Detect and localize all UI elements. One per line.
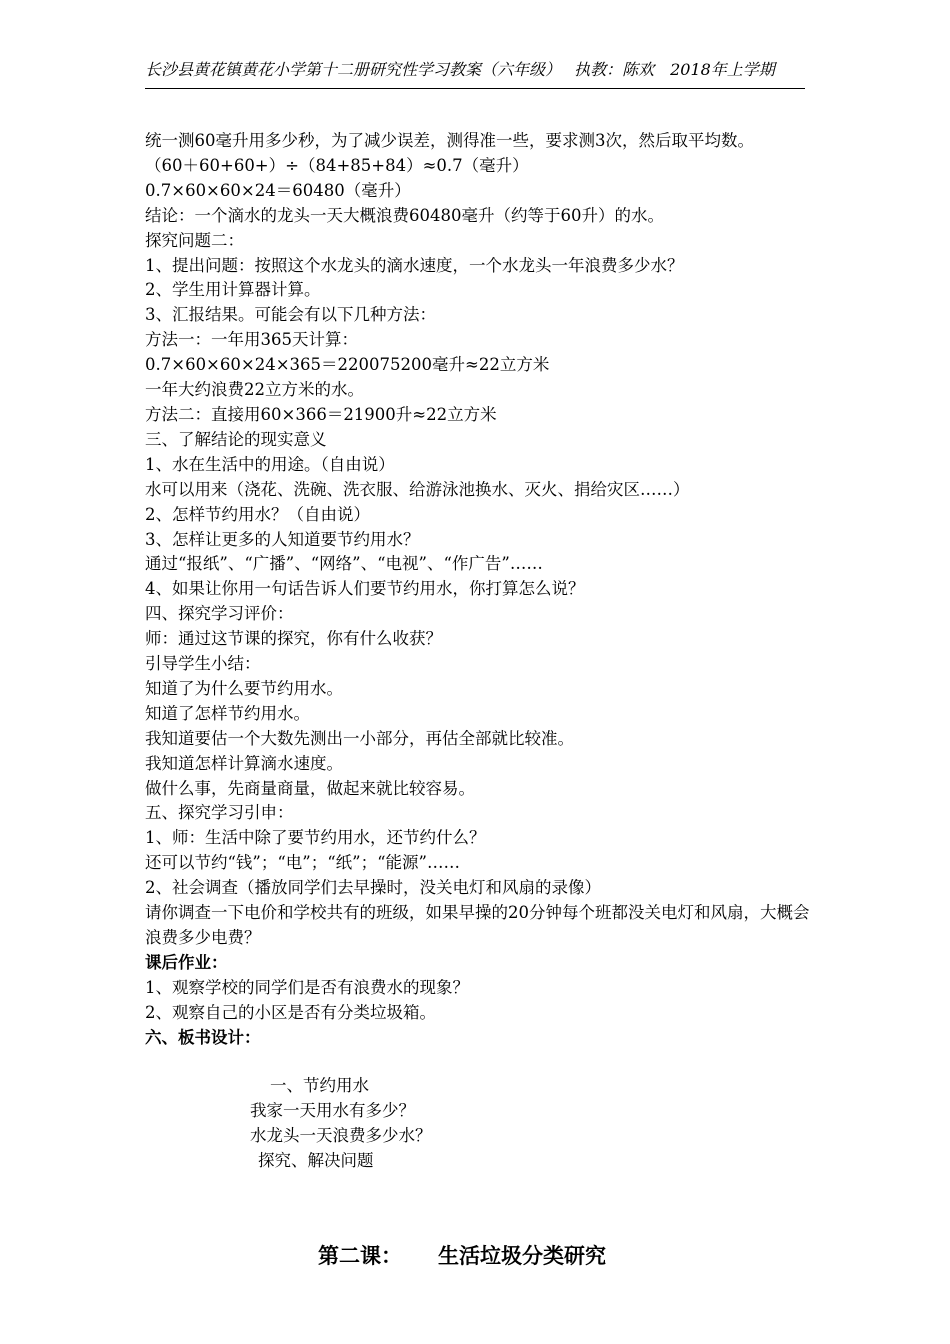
paragraph: 1、提出问题：按照这个水龙头的滴水速度，一个水龙头一年浪费多少水？: [145, 255, 684, 275]
paragraph: 1、水在生活中的用途。（自由说）: [145, 454, 395, 474]
board-line: 探究、解决问题: [258, 1151, 374, 1170]
paragraph: 一年大约浪费22立方米的水。: [145, 380, 364, 400]
paragraph: 知道了怎样节约用水。: [145, 703, 310, 723]
next-lesson-title: [318, 1240, 606, 1270]
paragraph: 0.7×60×60×24×365＝220075200毫升≈22立方米: [145, 355, 550, 375]
paragraph: 引导学生小结：: [145, 654, 261, 674]
paragraph: 2、怎样节约用水？（自由说）: [145, 504, 370, 524]
paragraph: 3、怎样让更多的人知道要节约用水？: [145, 529, 420, 549]
paragraph: 做什么事，先商量商量，做起来就比较容易。: [145, 778, 475, 798]
board-title: 一、节约用水: [270, 1076, 369, 1095]
section-heading: 五、探究学习引申：: [145, 803, 294, 823]
paragraph: 还可以节约“钱”；“电”；“纸”；“能源”……: [145, 853, 460, 873]
paragraph: 结论：一个滴水的龙头一天大概浪费60480毫升（约等于60升）的水。: [145, 205, 664, 225]
homework-heading: 课后作业：: [145, 952, 228, 972]
board-line: 水龙头一天浪费多少水？: [250, 1126, 432, 1145]
paragraph: 统一测60毫升用多少秒，为了减少误差，测得准一些，要求测3次，然后取平均数。: [145, 131, 754, 150]
paragraph: 1、师：生活中除了要节约用水，还节约什么？: [145, 828, 486, 848]
section-heading: 四、探究学习评价：: [145, 604, 294, 624]
paragraph: 师：通过这节课的探究，你有什么收获？: [145, 629, 442, 649]
board-line: 我家一天用水有多少？: [250, 1101, 415, 1120]
lesson-name: 生活垃圾分类研究: [438, 1243, 606, 1268]
homework-item: 2、观察自己的小区是否有分类垃圾箱。: [145, 1002, 436, 1022]
paragraph: 请你调查一下电价和学校共有的班级，如果早操的20分钟每个班都没关电灯和风扇，大概会浪费多少电费？: [145, 903, 810, 947]
page-header: 长沙县黄花镇黄花小学第十二册研究性学习教案（六年级） 执教：陈欢 2018年上学期: [145, 56, 805, 89]
paragraph: 4、如果让你用一句话告诉人们要节约用水，你打算怎么说？: [145, 579, 585, 599]
lesson-label: 第二课：: [318, 1243, 402, 1268]
paragraph: 2、社会调查（播放同学们去早操时，没关电灯和风扇的录像）: [145, 878, 601, 898]
paragraph: 3、汇报结果。可能会有以下几种方法：: [145, 305, 436, 325]
paragraph: 方法一：一年用365天计算：: [145, 330, 358, 350]
paragraph: 通过“报纸”、“广播”、“网络”、“电视”、“作广告”……: [145, 554, 543, 574]
paragraph: 方法二：直接用60×366＝21900升≈22立方米: [145, 404, 497, 424]
board-heading: 六、板书设计：: [145, 1027, 261, 1047]
paragraph: （60＋60+60+）÷（84+85+84）≈0.7（毫升）: [145, 155, 529, 175]
document-body: [145, 129, 810, 1051]
section-heading: 三、了解结论的现实意义: [145, 429, 327, 449]
section-heading: 探究问题二：: [145, 230, 244, 250]
paragraph: 知道了为什么要节约用水。: [145, 678, 343, 698]
paragraph: 我知道怎样计算滴水速度。: [145, 753, 343, 773]
paragraph: 0.7×60×60×24＝60480（毫升）: [145, 180, 411, 200]
paragraph: 2、学生用计算器计算。: [145, 280, 321, 300]
paragraph: 我知道要估一个大数先测出一小部分，再估全部就比较准。: [145, 728, 574, 748]
homework-item: 1、观察学校的同学们是否有浪费水的现象？: [145, 977, 469, 997]
paragraph: 水可以用来（浇花、洗碗、洗衣服、给游泳池换水、灭火、捐给灾区……）: [145, 479, 690, 499]
